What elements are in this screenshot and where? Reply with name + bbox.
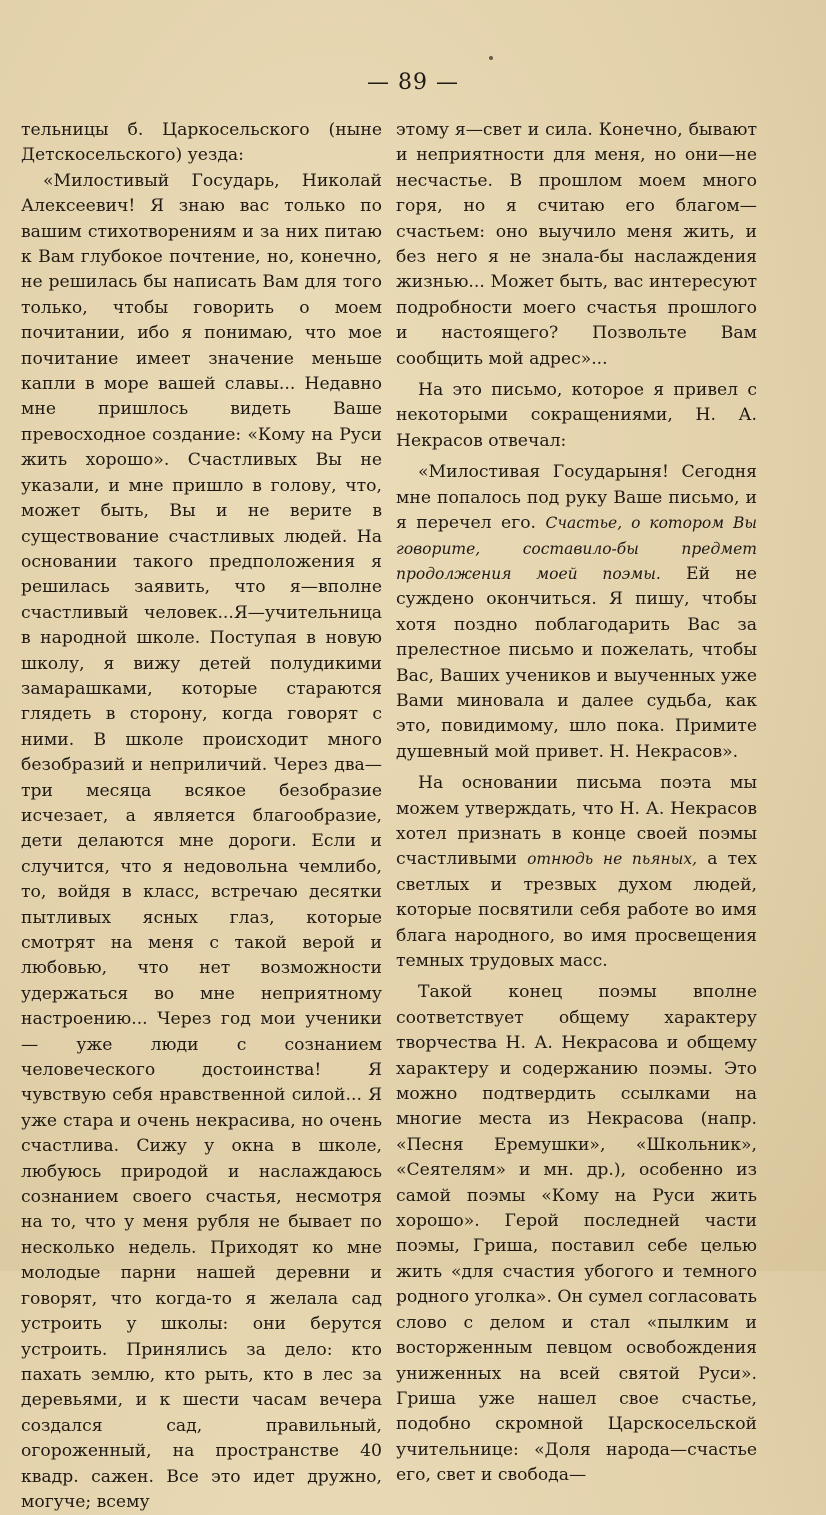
paragraph-reply-intro: На это письмо, которое я привел с некоторыми сокращениями, Н. А. Некрасов отвечал: xyxy=(396,380,757,451)
conclusion-text-end: а тех светлых и трезвых духом людей, которые посвятили себя работе во имя блага народного, во имя просвещения темных трудовых масс. xyxy=(396,849,757,971)
paragraph-nekrasov-reply xyxy=(396,460,757,765)
page-number: — 89 — xyxy=(367,70,459,95)
paragraph-conclusion xyxy=(396,771,757,974)
reply-text-end: Ей не суждено окончиться. Я пишу, чтобы хотя поздно поблагодарить Вас за прелестное письмо и пожелать, чтобы Вас, Ваших учеников и выученных уже Вами миновала и далее судьба, как это, повидимому, шло пока. Примите душевный мой привет. Н. Некрасов». xyxy=(396,563,757,762)
reply-italic: Счастье, о котором Вы говорите, составило-бы предмет продолжения моей поэмы. xyxy=(396,514,757,583)
left-column xyxy=(21,118,382,1515)
paragraph-letter: «Милостивый Государь, Николай Алексеевич! Я знаю вас только по вашим стихотворениям и за них питаю к Вам глубокое почтение, но, конечно, не решилась бы написать Вам для того только, чтобы говорить о моем почитании, ибо я понимаю, что мое почитание имеет значение меньше капли в море вашей славы... Недавно мне пришлось видеть Ваше превосходное создание: «Кому на Руси жить хорошо». Счастливых Вы не указали, и мне пришло в голову, что, может быть, Вы и не верите в существование счастливых людей. На основании такого предположения я решилась заявить, что я—вполне счастливый человек...Я—учительница в народной школе. Поступая в новую школу, я вижу детей полудикими замарашками, которые стараются глядеть в сторону, когда говорят с ними. В школе происходит много безобразий и неприличий. Через два—три месяца всякое безобразие исчезает, а является благообразие, дети делаются мне дороги. Если и случится, что я недовольна чемлибо, то, войдя в класс, встречаю десятки пытливых ясных глаз, которые смотрят на меня с такой верой и любовью, что нет возможности удержаться во мне неприятному настроению... Через год мои ученики— уже люди с сознанием человеческого достоинства! Я чувствую себя нравственной силой... Я уже стара и очень некрасива, но очень счастлива. Сижу у окна в школе, любуюсь природой и наслаждаюсь сознанием своего счастья, несмотря на то, что у меня рубля не бывает по несколько недель. Приходят ко мне молодые парни нашей деревни и говорят, что когда-то я желала сад устроить у школы: они берутся устроить. Принялись за дело: кто пахать землю, кто рыть, кто в лес за деревьями, и к шести часам вечера создался сад, правильный, огороженный, на пространстве 40 квадр. сажен. Все это идет дружно, могуче; всему xyxy=(21,170,382,1512)
reply-text-start: «Милостивая Государыня! Сегодня мне попалось под руку Ваше письмо, и я перечел его. xyxy=(396,462,757,534)
conclusion-italic: отнюдь не пьяных, xyxy=(527,850,698,869)
paragraph-continuation: тельницы б. Царкосельского (ныне Детскосельского) уезда: xyxy=(21,120,382,166)
paragraph-letter-end: этому я—свет и сила. Конечно, бывают и неприятности для меня, но они—не несчастье. В прошлом моем много горя, но я считаю его благом— счастьем: оно выучило меня жить, и без него я не знала-бы наслаждения жизнью... Может быть, вас интересуют подробности моего счастья прошлого и настоящего? Позвольте Вам сообщить мой адрес»... xyxy=(396,120,757,369)
page-speck xyxy=(489,56,493,60)
conclusion-text-start: На основании письма поэта мы можем утверждать, что Н. А. Некрасов хотел признать в конце своей поэмы счастливыми xyxy=(396,773,757,870)
paragraph-ending: Такой конец поэмы вполне соответствует общему характеру творчества Н. А. Некрасова и общему характеру и содержанию поэмы. Это можно подтвердить ссылками на многие места из Некрасова (напр. «Песня Еремушки», «Школьник», «Сеятелям» и мн. др.), особенно из самой поэмы «Кому на Руси жить хорошо». Герой последней части поэмы, Гриша, поставил себе целью жить «для счастия убогого и темного родного уголка». Он сумел согласовать слово с делом и стал «пылким и восторженным певцом освобождения униженных на всей святой Руси». Гриша уже нашел свое счастье, подобно скромной Царскосельской учительнице: «Доля народа—счастье его, свет и свобода— xyxy=(396,982,757,1486)
right-column xyxy=(396,118,757,1489)
